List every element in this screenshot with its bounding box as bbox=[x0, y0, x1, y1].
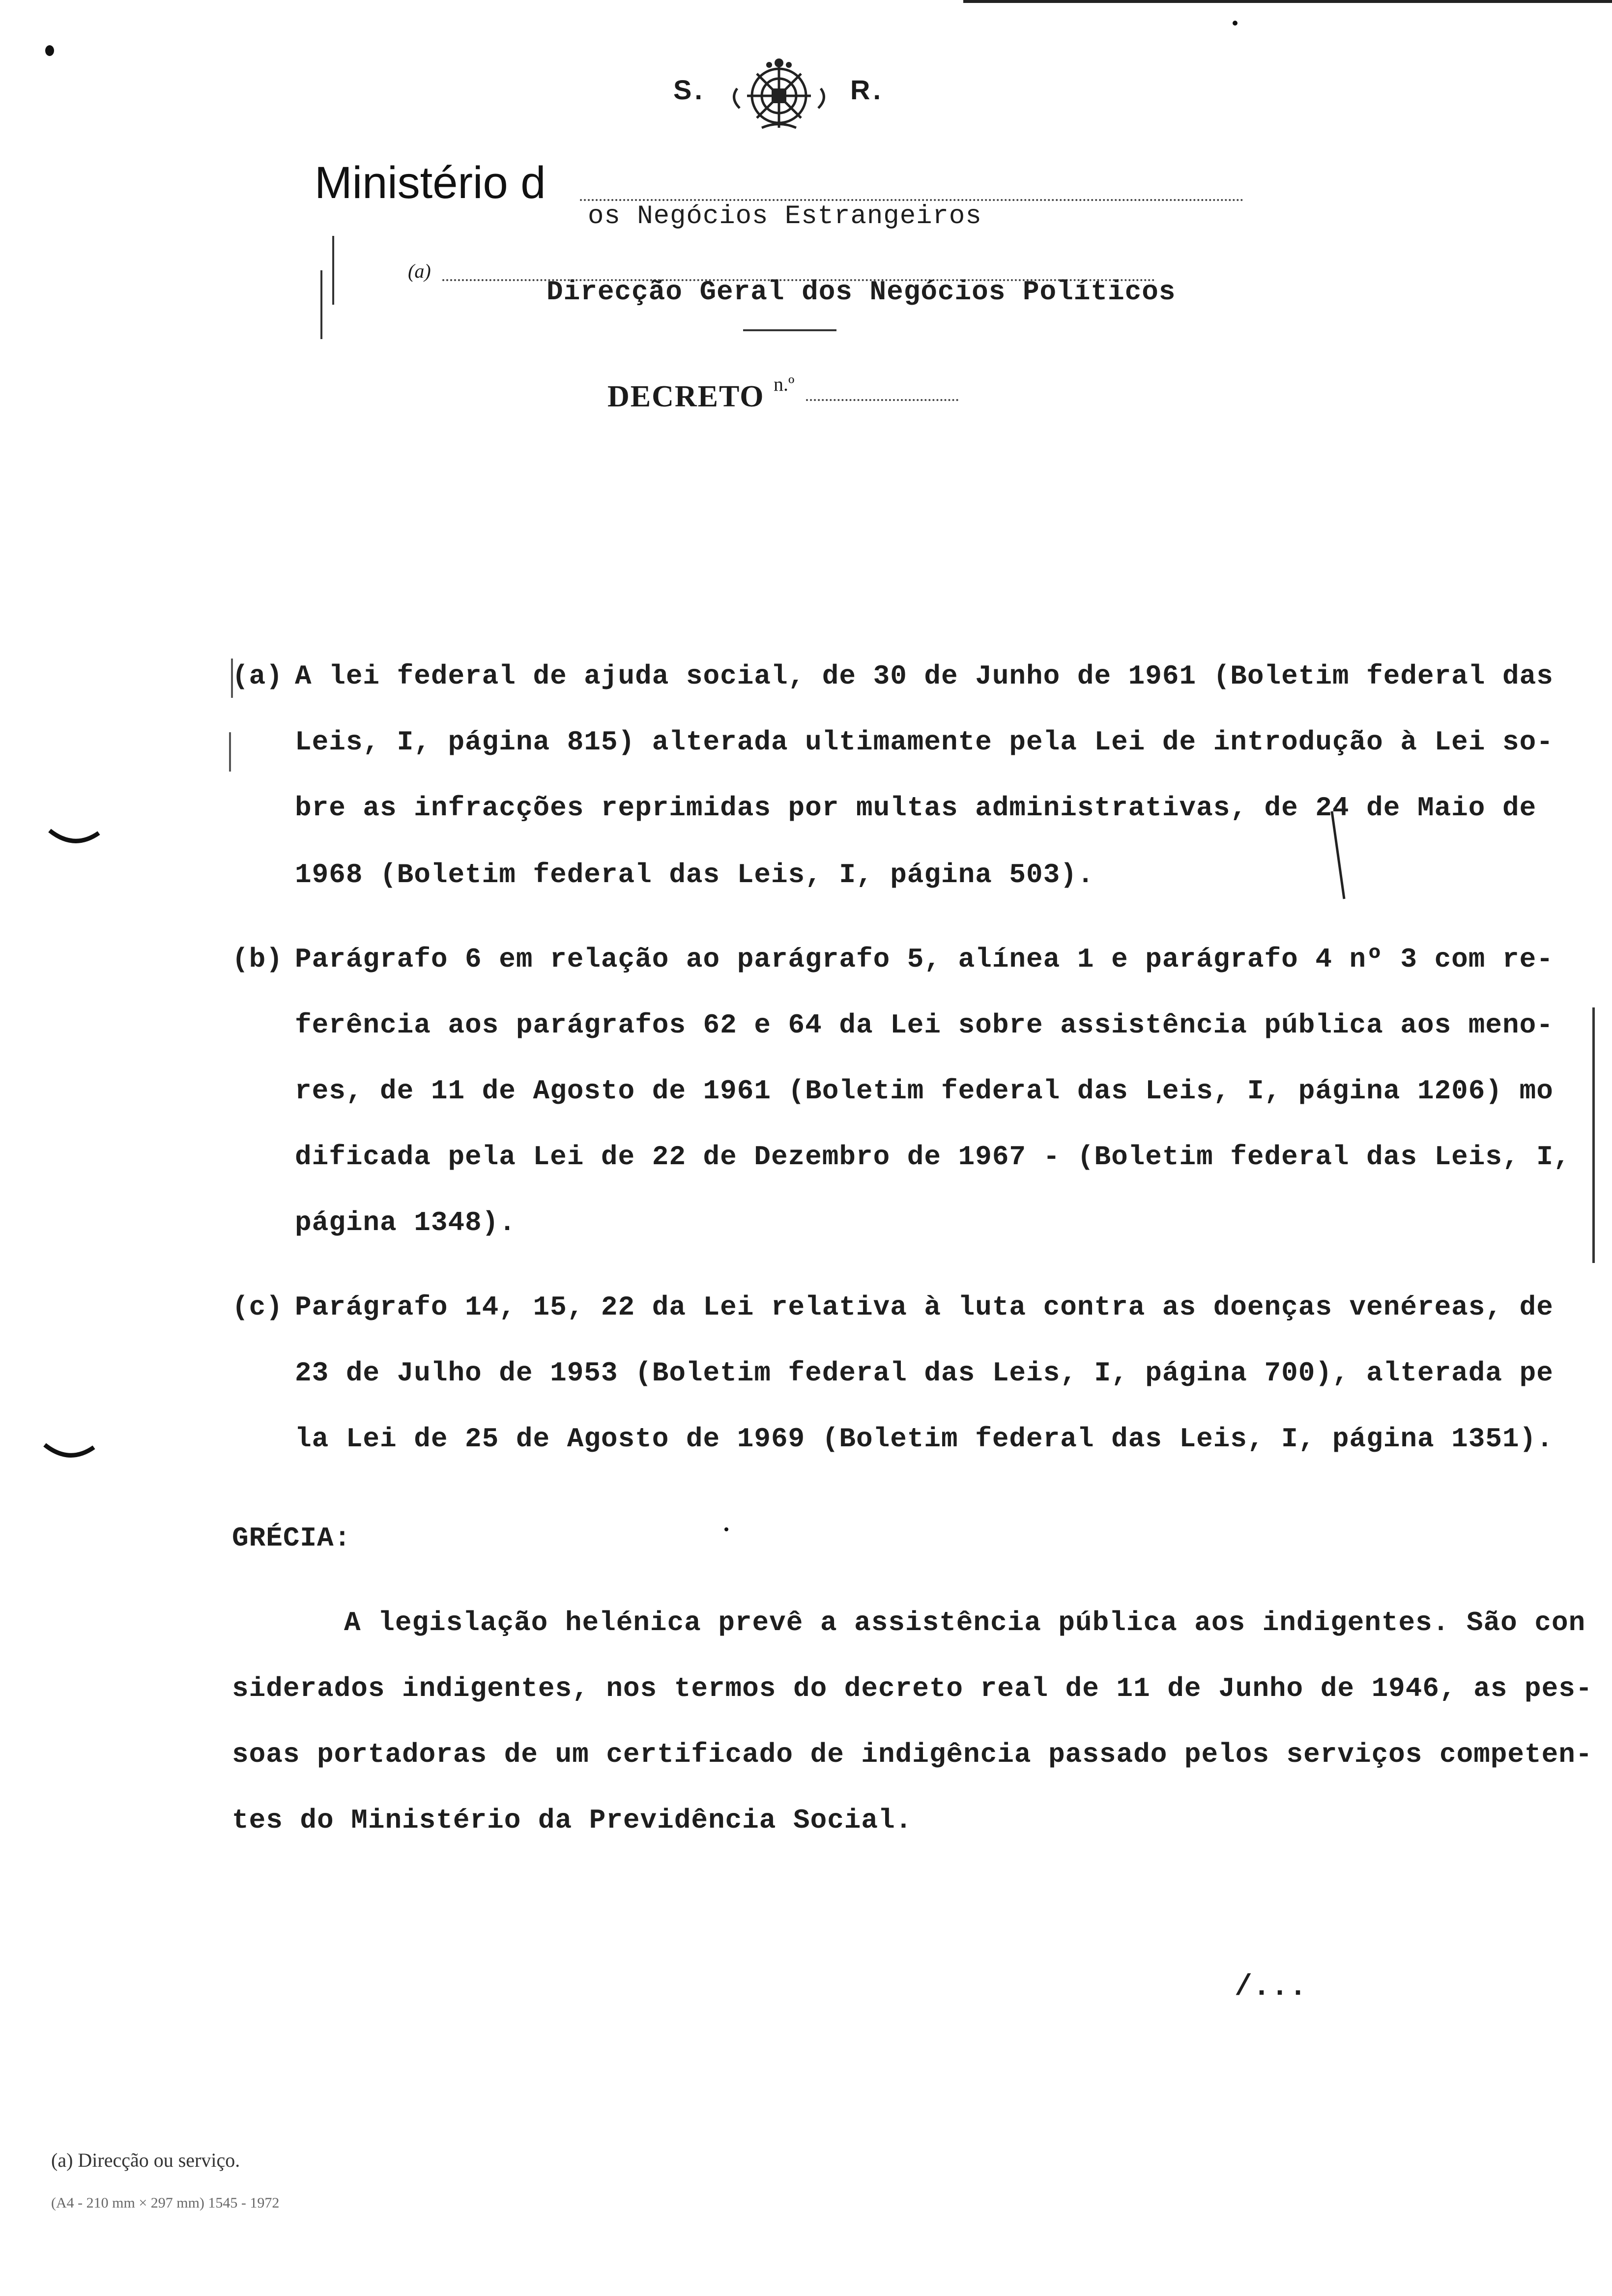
header-mark-left: S. bbox=[673, 74, 705, 105]
margin-tick bbox=[229, 732, 231, 772]
item-line: 1968 (Boletim federal das Leis, I, página 503). bbox=[295, 859, 1094, 890]
directorate-name: Direcção Geral dos Negócios Políticos bbox=[547, 276, 1176, 308]
continuation-mark: /... bbox=[1235, 1971, 1308, 2004]
scan-edge-line bbox=[963, 0, 1612, 3]
margin-tick bbox=[1330, 811, 1345, 899]
scan-speck bbox=[724, 1527, 728, 1531]
item-line: Leis, I, página 815) alterada ultimamente pela Lei de introdução à Lei so- bbox=[295, 726, 1554, 758]
item-line: Parágrafo 14, 15, 22 da Lei relativa à luta contra as doenças venéreas, de bbox=[295, 1292, 1554, 1323]
footer-print-info: (A4 - 210 mm × 297 mm) 1545 - 1972 bbox=[51, 2195, 280, 2211]
item-label: (a) bbox=[232, 660, 283, 692]
item-line: res, de 11 de Agosto de 1961 (Boletim federal das Leis, I, página 1206) mo bbox=[295, 1075, 1554, 1107]
margin-tick bbox=[332, 236, 334, 305]
footer-note: (a) Direcção ou serviço. bbox=[51, 2149, 240, 2171]
decree-label: DECRETO bbox=[607, 380, 765, 413]
margin-mark bbox=[42, 1440, 96, 1464]
item-line: Parágrafo 6 em relação ao parágrafo 5, alínea 1 e parágrafo 4 nº 3 com re- bbox=[295, 944, 1554, 975]
item-label: (c) bbox=[232, 1292, 283, 1323]
footnote-marker: (a) bbox=[408, 260, 431, 282]
item-line: bre as infracções reprimidas por multas administrativas, de 24 de Maio de bbox=[295, 792, 1537, 824]
scan-speck bbox=[45, 45, 54, 56]
ministry-name: os Negócios Estrangeiros bbox=[588, 201, 982, 231]
ministry-prefix: Ministério d bbox=[315, 158, 546, 208]
margin-tick bbox=[320, 270, 322, 339]
scan-speck bbox=[1233, 21, 1238, 26]
item-line: dificada pela Lei de 22 de Dezembro de 1967 - (Boletim federal das Leis, I, bbox=[295, 1141, 1571, 1173]
item-line: la Lei de 25 de Agosto de 1969 (Boletim federal das Leis, I, página 1351). bbox=[295, 1423, 1554, 1455]
margin-bar bbox=[1592, 1007, 1595, 1263]
section-line: A legislação helénica prevê a assistência pública aos indigentes. São con bbox=[344, 1607, 1586, 1638]
header-mark-right: R. bbox=[850, 74, 884, 105]
decree-number-dotted-line bbox=[806, 399, 958, 401]
margin-mark bbox=[47, 826, 101, 850]
section-heading: GRÉCIA: bbox=[232, 1522, 351, 1554]
section-line: tes do Ministério da Previdência Social. bbox=[232, 1805, 913, 1836]
decree-number-label: n.º bbox=[774, 373, 795, 395]
section-line: soas portadoras de um certificado de indigência passado pelos serviços competen- bbox=[232, 1739, 1593, 1770]
coat-of-arms-emblem-icon bbox=[727, 54, 831, 133]
item-line: ferência aos parágrafos 62 e 64 da Lei sobre assistência pública aos meno- bbox=[295, 1009, 1554, 1041]
divider bbox=[743, 329, 836, 331]
item-line: A lei federal de ajuda social, de 30 de Junho de 1961 (Boletim federal das bbox=[295, 660, 1554, 692]
section-line: siderados indigentes, nos termos do decreto real de 11 de Junho de 1946, as pes- bbox=[232, 1673, 1593, 1704]
item-line: 23 de Julho de 1953 (Boletim federal das Leis, I, página 700), alterada pe bbox=[295, 1357, 1554, 1389]
item-line: página 1348). bbox=[295, 1207, 516, 1238]
item-label: (b) bbox=[232, 944, 283, 975]
ministry-dotted-line bbox=[580, 199, 1243, 201]
